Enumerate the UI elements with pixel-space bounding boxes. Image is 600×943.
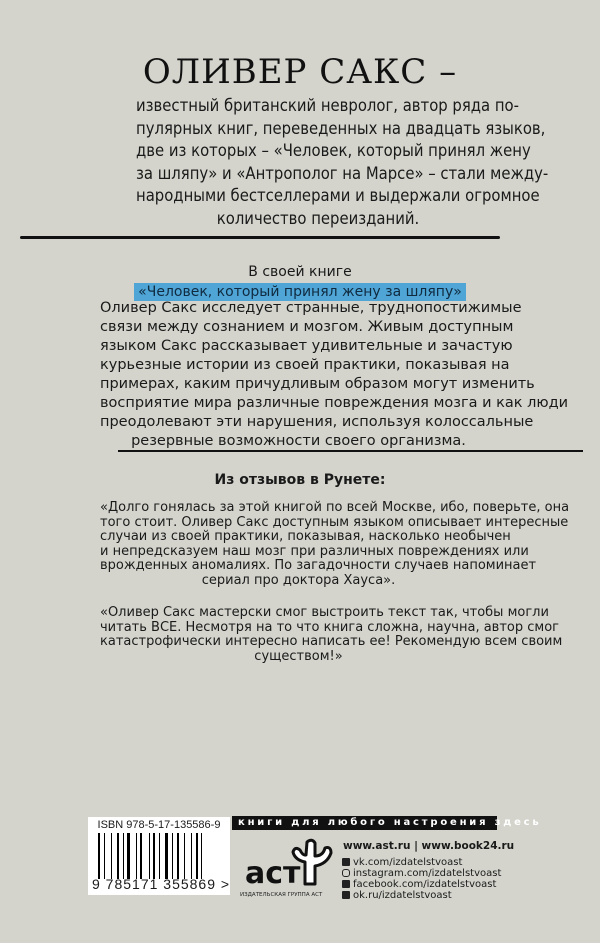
social-link-instagram[interactable] xyxy=(342,868,501,879)
description-line: восприятие мира различные повреждения мозга и как люди xyxy=(100,395,569,411)
barcode-bar xyxy=(191,833,192,879)
bio-line: известный британский невролог, автор ряда по- xyxy=(136,96,519,115)
barcode-bars xyxy=(98,833,218,879)
barcode-bar xyxy=(117,833,119,879)
review-line: читать ВСЕ. Несмотря на то что книга сложна, научна, автор смог xyxy=(100,619,559,635)
book-intro xyxy=(0,262,600,302)
review-line: сериал про доктора Хауса». xyxy=(201,572,396,588)
social-link-text[interactable]: facebook.com/izdatelstvoast xyxy=(353,879,497,890)
review xyxy=(100,605,563,664)
bio-line: две из которых – «Человек, который принял жену xyxy=(136,141,531,160)
divider xyxy=(20,236,500,239)
barcode-bar xyxy=(165,833,168,879)
highlighted-book-title[interactable]: «Человек, который принял жену за шляпу» xyxy=(134,283,466,301)
barcode-bar xyxy=(123,833,124,879)
bio-line: количество переизданий. xyxy=(216,208,420,228)
barcode-bar xyxy=(172,833,173,879)
barcode-bar xyxy=(98,833,100,879)
slogan-banner: книги для любого настроения здесь xyxy=(232,816,497,830)
review-line: существом!» xyxy=(254,648,343,664)
social-link-vk[interactable] xyxy=(342,857,501,868)
vk-icon xyxy=(342,858,350,866)
review xyxy=(100,500,570,588)
review-line: случаи из своей практики, показывая, насколько необычен xyxy=(100,529,511,544)
social-link-text[interactable]: vk.com/izdatelstvoast xyxy=(353,857,463,868)
review-line: врожденных аномалиях. По загадочности случаев напоминает xyxy=(100,558,537,573)
review-line: и непредсказуем наш мозг при различных повреждениях или xyxy=(100,543,529,559)
barcode-number: 9 785171 355869 > xyxy=(92,876,231,892)
barcode-bar xyxy=(184,833,185,879)
description-line: Оливер Сакс исследует странные, труднопостижимые xyxy=(100,300,522,316)
description-line: языком Сакс рассказывает удивительные и зачастую xyxy=(100,338,513,354)
barcode-bar xyxy=(104,833,105,879)
barcode-bar xyxy=(201,833,202,879)
description-line: резервные возможности своего организма. xyxy=(131,433,466,449)
websites[interactable]: www.ast.ru | www.book24.ru xyxy=(343,840,515,852)
review-line: того стоит. Оливер Сакс доступным языком описывает интересные xyxy=(100,514,569,530)
review-line: катастрофически интересно написать ее! Рекомендую всем своим xyxy=(100,634,563,649)
author-title: ОЛИВЕР САКС – xyxy=(142,52,458,92)
barcode-bar xyxy=(140,833,142,879)
review-line: «Оливер Сакс мастерски смог выстроить текст так, чтобы могли xyxy=(100,605,549,620)
isbn-text: ISBN 978-5-17-135586-9 xyxy=(97,819,221,831)
description-line: примерах, каким причудливым образом могут изменить xyxy=(100,376,535,392)
social-link-text[interactable]: instagram.com/izdatelstvoast xyxy=(353,868,502,879)
barcode-bar xyxy=(153,833,155,879)
social-links xyxy=(342,857,501,901)
social-link-facebook[interactable] xyxy=(342,879,501,890)
book-description xyxy=(100,299,569,451)
bio-line: народными бестселлерами и выдержали огромное xyxy=(136,186,540,205)
description-line: преодолевают эти нарушения, используя колоссальные xyxy=(100,414,534,430)
bio-line: за шляпу» и «Антрополог на Марсе» – стали между- xyxy=(136,163,549,183)
barcode-bar xyxy=(149,833,150,879)
barcode-bar xyxy=(136,833,137,879)
review-line: «Долго гонялась за этой книгой по всей Москве, ибо, поверьте, она xyxy=(100,500,570,515)
author-bio xyxy=(136,95,549,230)
barcode-bar xyxy=(127,833,130,879)
barcode-bar xyxy=(159,833,160,879)
isbn-barcode xyxy=(88,817,230,895)
ast-logo-icon xyxy=(243,838,338,898)
social-link-ok[interactable] xyxy=(342,890,501,901)
intro-text: В своей книге xyxy=(248,264,352,280)
barcode-bar xyxy=(196,833,198,879)
ok-icon xyxy=(342,891,350,899)
barcode-bar xyxy=(177,833,179,879)
divider xyxy=(118,450,583,452)
facebook-icon xyxy=(342,880,350,888)
logo-text: аст xyxy=(245,856,301,891)
barcode-bar xyxy=(111,833,112,879)
social-link-text[interactable]: ok.ru/izdatelstvoast xyxy=(353,890,452,901)
reviews-heading: Из отзывов в Рунете: xyxy=(214,472,386,488)
description-line: связи между сознанием и мозгом. Живым доступным xyxy=(100,319,514,335)
bio-line: пулярных книг, переведенных на двадцать языков, xyxy=(136,118,546,138)
instagram-icon xyxy=(342,869,350,877)
description-line: курьезные истории из своей практики, показывая на xyxy=(100,357,510,373)
publisher-name: ИЗДАТЕЛЬСКАЯ ГРУППА АСТ xyxy=(240,892,323,898)
